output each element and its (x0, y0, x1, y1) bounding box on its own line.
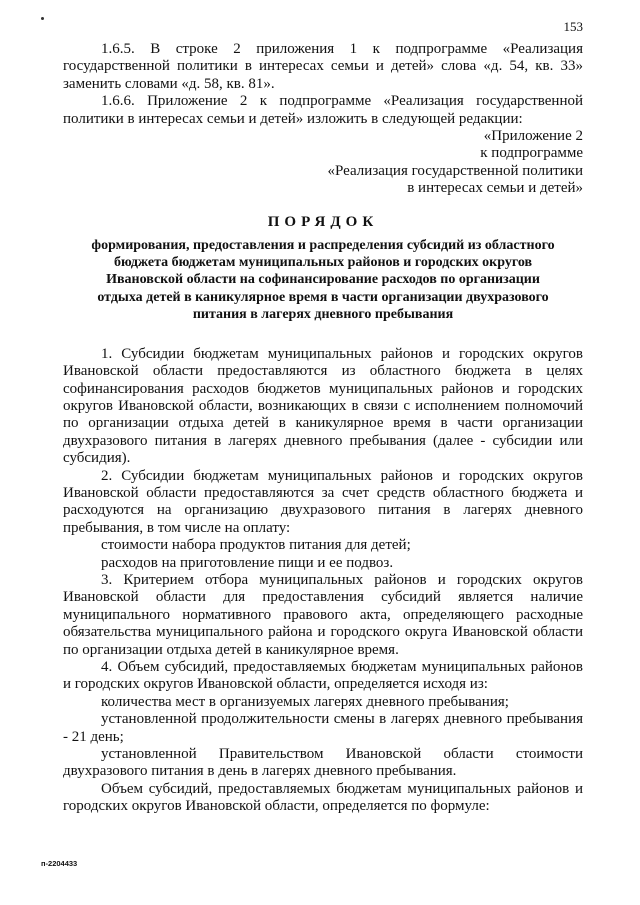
paragraph-1-6-6: 1.6.6. Приложение 2 к подпрограмме «Реализация государственной политики в интересах семьи и детей» изложить в следующей редакции: (63, 93, 583, 127)
appendix-line: «Реализация государственной политики (327, 162, 583, 179)
document-body (63, 41, 583, 816)
item-4-c: установленной Правительством Ивановской области стоимости двухразового питания в день в лагерях дневного пребывания. (63, 746, 583, 780)
subtitle-line: Ивановской области на софинансирование расходов по организации (106, 272, 540, 288)
subtitle-line: бюджета бюджетам муниципальных районов и городских округов (113, 255, 533, 271)
item-4-b: установленной продолжительности смены в лагерях дневного пребывания - 21 день; (63, 711, 583, 745)
item-1: 1. Субсидии бюджетам муниципальных районов и городских округов Ивановской области предоставляются из областного бюджета в целях софинансирования расходов бюджетов муниципальных районов и городских округов Ивановской области, возникающих в связи с исполнением полномочий по организации отдыха детей в каникулярное время в части организации двухразового питания в лагерях дневного пребывания (далее - субсидии или субсидия). (63, 345, 583, 467)
subtitle-line: формирования, предоставления и распределения субсидий из областного (91, 237, 555, 253)
subtitle-line: отдыха детей в каникулярное время в части организации двухразового (97, 289, 549, 305)
item-4-a: количества мест в организуемых лагерях дневного пребывания; (101, 693, 509, 710)
paragraph-1-6-5: 1.6.5. В строке 2 приложения 1 к подпрограмме «Реализация государственной политики в интересах семьи и детей» слова «д. 54, кв. 33» заменить словами «д. 58, кв. 81». (63, 41, 583, 92)
item-4: 4. Объем субсидий, предоставляемых бюджетам муниципальных районов и городских округов Ивановской области, определяется исходя из: (63, 659, 583, 693)
footer-code: п-2204433 (41, 859, 78, 868)
item-2: 2. Субсидии бюджетам муниципальных районов и городских округов Ивановской области предоставляются за счет средств областного бюджета и расходуются на организацию двухразового питания в лагерях дневного пребывания, в том числе на оплату: (63, 467, 583, 536)
scan-dot (41, 17, 44, 20)
page-number: 153 (563, 19, 583, 34)
item-2-a: стоимости набора продуктов питания для детей; (101, 537, 411, 554)
item-3: 3. Критерием отбора муниципальных районов и городских округов Ивановской области для предоставления субсидий является наличие муниципального нормативного правового акта, определяющего расходные обязательства муниципального района и городского округа Ивановской области по организации отдыха детей в каникулярное время. (63, 571, 583, 658)
appendix-line: к подпрограмме (480, 145, 583, 162)
document-title: ПОРЯДОК (267, 213, 379, 230)
item-2-b: расходов на приготовление пищи и ее подвоз. (101, 554, 394, 571)
subtitle-line: питания в лагерях дневного пребывания (192, 307, 454, 323)
appendix-line: «Приложение 2 (483, 128, 583, 145)
appendix-header (63, 128, 583, 198)
document-subtitle (63, 237, 583, 324)
appendix-line: в интересах семьи и детей» (407, 180, 583, 197)
item-4-formula: Объем субсидий, предоставляемых бюджетам муниципальных районов и городских округов Ивановской области, определяется по формуле: (63, 780, 583, 815)
